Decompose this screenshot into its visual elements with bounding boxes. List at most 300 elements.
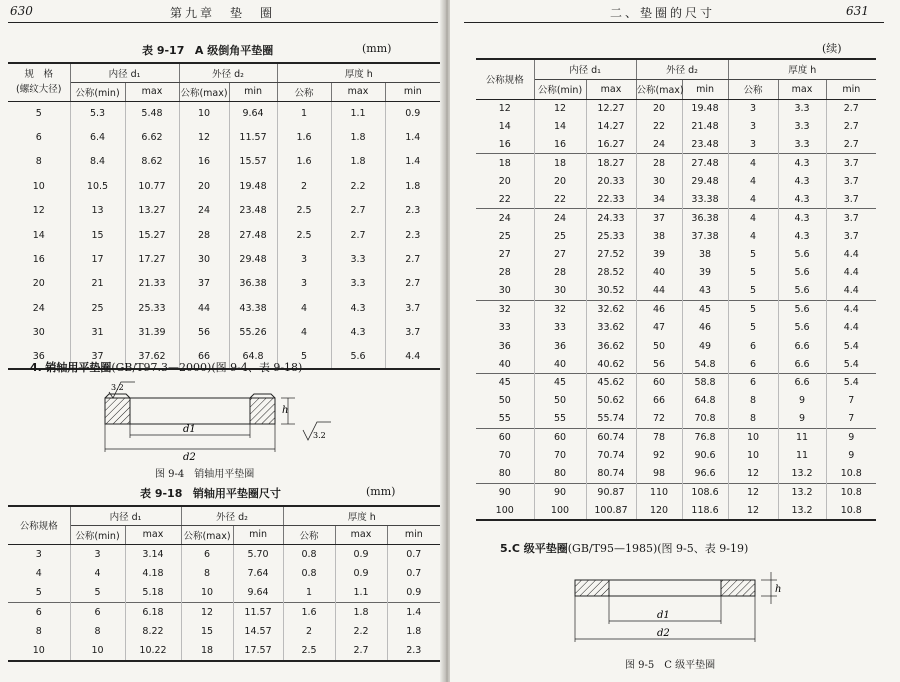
table-cell: 12: [728, 465, 778, 483]
table-cell: 17: [70, 247, 125, 271]
table-cell: 2.7: [405, 278, 421, 290]
table-cell: 10.8: [840, 468, 862, 480]
table-cell: 4: [70, 564, 125, 584]
table-cell: 4.4: [405, 351, 421, 363]
table-cell: 14.57: [233, 622, 283, 642]
table-cell: 27: [476, 245, 534, 263]
col-max: max: [125, 82, 179, 101]
table-cell: 24: [476, 209, 534, 227]
table-cell: 36: [534, 337, 586, 355]
table-row: [8, 564, 440, 584]
table-cell: 3: [728, 117, 778, 135]
table-cell: 27.52: [586, 245, 636, 263]
table-cell: 2.7: [335, 642, 387, 662]
table-cell: 33: [534, 319, 586, 337]
table-cell: 17.57: [233, 642, 283, 662]
table-row: [476, 355, 876, 373]
outer-diameter-header: 外径 d₂: [181, 506, 283, 525]
table-cell: 70: [534, 447, 586, 465]
table-cell: 6: [70, 603, 125, 623]
table-cell: 21: [70, 272, 125, 296]
table-cell: 55: [534, 410, 586, 428]
table-row: [476, 319, 876, 337]
table-cell: 34: [636, 190, 682, 208]
table-cell: 32: [534, 300, 586, 318]
header-rule: [8, 22, 438, 23]
table-cell: 0.9: [335, 564, 387, 584]
table-cell: 9.64: [229, 101, 277, 125]
table-cell: 5.6: [331, 345, 385, 369]
table-cell: 60.74: [586, 428, 636, 446]
table-cell: 10: [8, 174, 70, 198]
table-cell: 1.6: [283, 603, 335, 623]
col-min: min: [682, 79, 728, 99]
table-cell: 3: [277, 247, 331, 271]
table-cell: 2.3: [405, 205, 421, 217]
table-cell: 14: [534, 117, 586, 135]
table-cell: 5.3: [70, 101, 125, 125]
header-rule: [464, 22, 884, 23]
table-cell: 45: [534, 373, 586, 391]
table-cell: 1.4: [405, 132, 421, 144]
table-cell: 36.62: [586, 337, 636, 355]
table-cell: 0.9: [335, 544, 387, 564]
table-cell: 28: [534, 264, 586, 282]
thickness-header: 厚度 h: [277, 63, 440, 82]
table-cell: 5.18: [125, 583, 181, 603]
table-row: [476, 300, 876, 318]
table-row: [476, 190, 876, 208]
table-row: [8, 247, 440, 271]
table-cell: 3: [728, 136, 778, 154]
table-cell: 8: [8, 150, 70, 174]
table-cell: 46: [682, 319, 728, 337]
table-cell: 60: [534, 428, 586, 446]
table-cell: 9: [778, 410, 826, 428]
table-cell: 2: [283, 622, 335, 642]
table-row: [476, 447, 876, 465]
table-cell: 6.6: [778, 337, 826, 355]
table-cell: 13.2: [778, 483, 826, 501]
table-cell: 5.70: [233, 544, 283, 564]
table-cell: 5: [728, 282, 778, 300]
col-min: min: [229, 82, 277, 101]
table-cell: 3.7: [405, 327, 421, 339]
table-cell: 29.48: [229, 247, 277, 271]
table-cell: 2.2: [331, 174, 385, 198]
table-cell: 49: [682, 337, 728, 355]
table-cell: 25: [534, 227, 586, 245]
table-cell: 4.3: [778, 227, 826, 245]
washer-section-left: [575, 580, 609, 596]
table-row: [8, 544, 440, 564]
table-row: [8, 296, 440, 320]
col-nom-max: 公称(max): [181, 525, 233, 544]
table-cell: 10.8: [840, 504, 862, 516]
running-head: 二、垫圈的尺寸: [610, 6, 716, 20]
table-9-18: [8, 505, 440, 662]
table-cell: 76.8: [682, 428, 728, 446]
table-cell: 30: [534, 282, 586, 300]
section-title: 销轴用平垫圈: [45, 361, 112, 374]
table-cell: 0.8: [283, 544, 335, 564]
table-cell: 2.7: [843, 102, 859, 114]
table-cell: 17.27: [125, 247, 179, 271]
table-row: [476, 99, 876, 117]
table-cell: 3.14: [125, 544, 181, 564]
table-cell: 3.3: [331, 247, 385, 271]
thickness-header: 厚度 h: [728, 59, 876, 79]
table-cell: 4.4: [843, 285, 859, 297]
table-cell: 40.62: [586, 355, 636, 373]
table-cell: 39: [636, 245, 682, 263]
table-cell: 5: [8, 583, 70, 603]
table-cell: 4.3: [778, 172, 826, 190]
table-cell: 2.7: [331, 199, 385, 223]
table-cell: 31.39: [125, 321, 179, 345]
table-cell: 19.48: [229, 174, 277, 198]
table-cell: 37.62: [125, 345, 179, 369]
table-cell: 60: [476, 428, 534, 446]
running-head: 第九章 垫 圈: [170, 6, 276, 20]
table-cell: 50.62: [586, 392, 636, 410]
table-cell: 1.6: [277, 150, 331, 174]
table-row: [476, 209, 876, 227]
table-cell: 4: [277, 321, 331, 345]
table-row: [476, 172, 876, 190]
table-cell: 5.6: [778, 319, 826, 337]
page-number: 630: [10, 4, 33, 18]
table-cell: 16: [534, 136, 586, 154]
table-cell: 15: [70, 223, 125, 247]
table-cell: 5.6: [778, 282, 826, 300]
table-cell: 80: [476, 465, 534, 483]
table-cell: 10: [728, 428, 778, 446]
table-cell: 27.48: [682, 154, 728, 172]
table-cell: 24: [636, 136, 682, 154]
table-cell: 8: [8, 622, 70, 642]
table-cell: 80.74: [586, 465, 636, 483]
table-cell: 4: [8, 564, 70, 584]
table-cell: 37.38: [682, 227, 728, 245]
table-cell: 39: [682, 264, 728, 282]
table-cell: 36.38: [682, 209, 728, 227]
table-cell: 120: [636, 502, 682, 520]
table-row: [476, 373, 876, 391]
table-cell: 37: [179, 272, 229, 296]
table-cell: 10.8: [826, 483, 876, 501]
table-cell: 40: [476, 355, 534, 373]
table-cell: 92: [636, 447, 682, 465]
table-cell: 0.8: [283, 564, 335, 584]
table-cell: 30: [179, 247, 229, 271]
table-cell: 10: [70, 642, 125, 662]
table-cell: 70.74: [586, 447, 636, 465]
table-cell: 5.6: [778, 245, 826, 263]
table-cell: 10: [181, 583, 233, 603]
col-nom: 公称: [728, 79, 778, 99]
table-cell: 6: [181, 544, 233, 564]
col-min: min: [387, 525, 440, 544]
table-cell: 90.6: [682, 447, 728, 465]
table-cell: 5: [8, 101, 70, 125]
col-nom-max: 公称(max): [636, 79, 682, 99]
table-cell: 13.27: [125, 199, 179, 223]
table-cell: 14: [8, 223, 70, 247]
table-cell: 3.7: [826, 154, 876, 172]
table-cell: 5.4: [843, 358, 859, 370]
figure-9-4-caption: 图 9-4 销轴用平垫圈: [155, 469, 255, 480]
table-row: [476, 282, 876, 300]
table-cell: 10.22: [125, 642, 181, 662]
table-cell: 8: [728, 392, 778, 410]
section-reference: (GB/T97.3—2000)(图 9-4、表 9-18): [111, 361, 303, 374]
table-row: [476, 483, 876, 501]
table-cell: 3.7: [843, 175, 859, 187]
table-cell: 4.4: [843, 267, 859, 279]
table-row: [476, 428, 876, 446]
table-cell: 4: [728, 154, 778, 172]
table-cell: 36.38: [229, 272, 277, 296]
left-page: [0, 0, 444, 682]
col-max: max: [335, 525, 387, 544]
section-5-heading: [500, 540, 748, 556]
table-cell: 16: [8, 247, 70, 271]
table-cell: 6.18: [125, 603, 181, 623]
col-max: max: [586, 79, 636, 99]
table-cell: 66: [636, 392, 682, 410]
table-cell: 45.62: [586, 373, 636, 391]
table-9-17-caption: [142, 42, 273, 58]
table-cell: 5: [70, 583, 125, 603]
table-cell: 5.48: [125, 101, 179, 125]
table-cell: 4.4: [826, 300, 876, 318]
table-row: [8, 223, 440, 247]
table-cell: 56: [636, 355, 682, 373]
table-cell: 72: [636, 410, 682, 428]
table-cell: 3.7: [405, 302, 421, 314]
table-row: [476, 154, 876, 172]
caption-title: 销轴用平垫圈尺寸: [192, 487, 281, 500]
table-cell: 6.62: [125, 125, 179, 149]
table-cell: 60: [636, 373, 682, 391]
table-9-18-caption: [140, 485, 281, 501]
table-cell: 64.8: [229, 345, 277, 369]
table-cell: 0.7: [406, 548, 422, 560]
col-min: min: [385, 82, 440, 101]
table-cell: 100.87: [586, 502, 636, 520]
caption-number: 表 9-17: [142, 44, 185, 57]
table-cell: 3.3: [778, 99, 826, 117]
spec-header: 公称规格: [8, 506, 70, 544]
col-max: max: [331, 82, 385, 101]
table-cell: 5: [728, 245, 778, 263]
table-row: [8, 272, 440, 296]
label-h: h: [282, 405, 289, 416]
col-nom: 公称: [277, 82, 331, 101]
table-9-18-continued: [476, 58, 876, 521]
table-cell: 40: [636, 264, 682, 282]
roughness-value-1: 3.2: [111, 383, 124, 392]
spec-header: 公称规格: [476, 59, 534, 99]
table-cell: 50: [534, 392, 586, 410]
table-cell: 11.57: [233, 603, 283, 623]
table-cell: 10: [179, 101, 229, 125]
table-cell: 9: [848, 450, 855, 462]
table-cell: 4: [277, 296, 331, 320]
table-cell: 54.8: [682, 355, 728, 373]
table-cell: 96.6: [682, 465, 728, 483]
table-cell: 12: [8, 199, 70, 223]
table-cell: 7.64: [233, 564, 283, 584]
table-cell: 16.27: [586, 136, 636, 154]
col-nom-min: 公称(min): [70, 525, 125, 544]
table-cell: 5.6: [778, 300, 826, 318]
table-9-18-continued-body: [476, 99, 876, 520]
table-cell: 13: [70, 199, 125, 223]
figure-9-4-drawing: [95, 378, 345, 464]
unit-label: (mm): [362, 42, 392, 55]
table-cell: 0.9: [406, 587, 422, 598]
table-cell: 20: [534, 172, 586, 190]
table-cell: 4: [728, 172, 778, 190]
table-cell: 24: [8, 296, 70, 320]
table-row: [8, 150, 440, 174]
table-row: [8, 642, 440, 662]
table-cell: 6.6: [778, 373, 826, 391]
table-cell: 118.6: [682, 502, 728, 520]
table-cell: 30: [8, 321, 70, 345]
table-cell: 2.7: [843, 120, 859, 132]
table-cell: 23.48: [682, 136, 728, 154]
table-cell: 14.27: [586, 117, 636, 135]
table-cell: 30.52: [586, 282, 636, 300]
table-cell: 4: [728, 209, 778, 227]
inner-diameter-header: 内径 d₁: [70, 506, 181, 525]
table-cell: 3.7: [826, 209, 876, 227]
table-cell: 1.8: [406, 626, 422, 638]
col-max: max: [125, 525, 181, 544]
table-cell: 5.6: [778, 264, 826, 282]
table-cell: 25: [476, 227, 534, 245]
page-number: 631: [846, 4, 869, 18]
table-cell: 50: [476, 392, 534, 410]
roughness-value-2: 3.2: [313, 431, 326, 440]
table-cell: 1.8: [335, 603, 387, 623]
table-row: [476, 227, 876, 245]
col-nom-min: 公称(min): [534, 79, 586, 99]
table-cell: 37: [636, 209, 682, 227]
table-cell: 6: [728, 355, 778, 373]
table-cell: 21.33: [125, 272, 179, 296]
caption-number: 表 9-18: [140, 487, 183, 500]
table-cell: 25.33: [125, 296, 179, 320]
table-cell: 18: [534, 154, 586, 172]
table-cell: 20: [179, 174, 229, 198]
table-cell: 13.2: [778, 502, 826, 520]
table-cell: 55: [476, 410, 534, 428]
table-cell: 98: [636, 465, 682, 483]
table-cell: 36: [476, 337, 534, 355]
table-cell: 24: [534, 209, 586, 227]
table-cell: 5: [728, 319, 778, 337]
table-cell: 1.4: [387, 603, 440, 623]
table-cell: 108.6: [682, 483, 728, 501]
caption-title: A 级倒角平垫圈: [194, 44, 274, 57]
table-cell: 0.7: [406, 567, 422, 579]
table-row: [476, 245, 876, 263]
table-cell: 3.7: [843, 230, 859, 242]
table-cell: 66: [179, 345, 229, 369]
table-row: [8, 174, 440, 198]
table-cell: 4: [728, 190, 778, 208]
table-row: [476, 410, 876, 428]
table-cell: 32: [476, 300, 534, 318]
table-cell: 8.4: [70, 150, 125, 174]
table-cell: 90.87: [586, 483, 636, 501]
table-cell: 12: [728, 483, 778, 501]
table-row: [476, 465, 876, 483]
table-cell: 3: [277, 272, 331, 296]
spec-header: [8, 63, 70, 101]
table-cell: 15.27: [125, 223, 179, 247]
table-cell: 30: [636, 172, 682, 190]
table-cell: 27.48: [229, 223, 277, 247]
table-cell: 6: [8, 603, 70, 623]
table-cell: 1.1: [335, 583, 387, 603]
spec-header-line2: (螺纹大径): [16, 84, 62, 96]
table-cell: 2.3: [406, 645, 422, 657]
table-cell: 1.6: [277, 125, 331, 149]
table-cell: 2: [277, 174, 331, 198]
table-cell: 46: [636, 300, 682, 318]
table-row: [476, 264, 876, 282]
figure-9-5-caption: 图 9-5 C 级平垫圈: [625, 660, 716, 671]
table-row: [476, 337, 876, 355]
table-cell: 40: [534, 355, 586, 373]
table-cell: 36: [8, 345, 70, 369]
table-cell: 44: [179, 296, 229, 320]
table-cell: 2.5: [277, 199, 331, 223]
table-cell: 33.62: [586, 319, 636, 337]
table-cell: 22: [534, 190, 586, 208]
table-cell: 12: [476, 99, 534, 117]
table-cell: 3.3: [778, 117, 826, 135]
table-cell: 8.22: [125, 622, 181, 642]
table-cell: 10: [8, 642, 70, 662]
table-cell: 12: [534, 99, 586, 117]
table-cell: 4.4: [843, 249, 859, 261]
table-cell: 24.33: [586, 209, 636, 227]
table-cell: 56: [179, 321, 229, 345]
table-cell: 18.27: [586, 154, 636, 172]
table-cell: 28: [476, 264, 534, 282]
table-cell: 90: [534, 483, 586, 501]
table-cell: 3.3: [778, 136, 826, 154]
section-title: C 级平垫圈: [511, 542, 568, 555]
table-cell: 55.74: [586, 410, 636, 428]
table-row: [476, 136, 876, 154]
table-cell: 2.2: [335, 622, 387, 642]
table-cell: 4: [728, 227, 778, 245]
table-cell: 1.1: [331, 101, 385, 125]
right-page: [450, 0, 900, 682]
table-cell: 6.4: [70, 125, 125, 149]
table-cell: 38: [682, 245, 728, 263]
table-cell: 50: [636, 337, 682, 355]
table-cell: 24: [179, 199, 229, 223]
table-cell: 4.18: [125, 564, 181, 584]
